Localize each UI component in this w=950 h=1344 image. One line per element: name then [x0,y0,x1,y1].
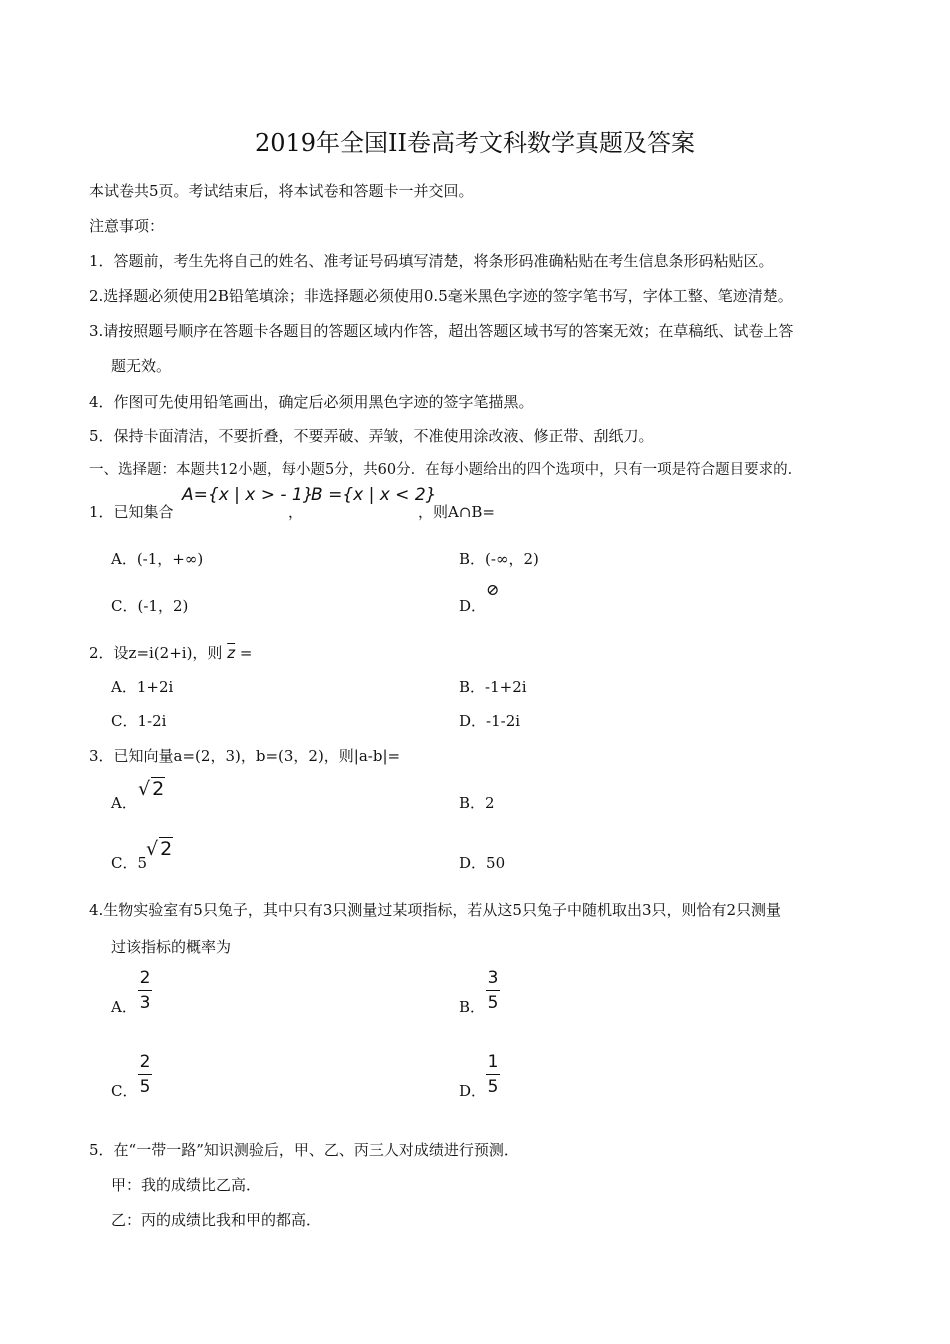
q4-option-c-num: 2 [139,1052,151,1072]
intro-text: 本试卷共5页。考试结束后，将本试卷和答题卡一并交回。 [89,182,474,200]
note-4: 4．作图可先使用铅笔画出，确定后必须用黑色字迹的签字笔描黑。 [89,393,534,411]
q3-stem: 3．已知向量a=(2，3)，b=(3，2)，则|a-b|= [89,747,401,765]
q4-option-c-den: 5 [139,1077,151,1097]
note-5: 5．保持卡面清洁，不要折叠，不要弄破、弄皱，不准使用涂改液、修正带、刮纸刀。 [89,427,654,445]
q5-yi: 乙：丙的成绩比我和甲的都高． [111,1211,322,1229]
section-heading: 一、选择题：本题共12小题，每小题5分，共60分．在每小题给出的四个选项中，只有一项是符合题目要求的． [89,462,803,478]
note-1: 1．答题前，考生先将自己的姓名、准考证号码填写清楚，将条形码准确粘贴在考生信息条形码粘贴区。 [89,252,774,270]
q1-option-d: D． [459,597,487,615]
q5-jia: 甲：我的成绩比乙高． [111,1176,262,1194]
page-title: 2019年全国II卷高考文科数学真题及答案 [254,129,696,157]
q2-option-c: C．1-2i [111,712,167,730]
q4-option-b-label: B． [459,998,486,1016]
note-3: 3.请按照题号顺序在答题卡各题目的答题区域内作答，超出答题区域书写的答案无效；在草稿纸、试卷上答 [89,322,794,340]
q1-option-c: C．(-1，2) [111,597,189,615]
q2-option-a: A．1+2i [111,678,174,696]
q4-stem-line2: 过该指标的概率为 [111,938,232,956]
q3-option-a-label: A． [111,794,137,812]
q4-option-b-den: 5 [487,993,499,1013]
q1-comma: ， [288,503,304,521]
note-2: 2.选择题必须使用2B铅笔填涂；非选择题必须使用0.5毫米黑色字迹的签字笔书写，字体工整、笔迹清楚。 [89,287,793,305]
q1-option-a: A．(-1，+∞) [111,550,204,568]
q4-option-b-num: 3 [487,968,499,988]
q2-stem-suffix: = [239,644,253,662]
q5-stem: 5．在“一带一路”知识测验后，甲、乙、丙三人对成绩进行预测． [89,1141,519,1159]
q2-option-b: B．-1+2i [459,678,527,696]
q3-option-c-radicand: 2 [160,838,173,860]
q3-option-a-radicand: 2 [152,778,165,800]
q4-option-d-den: 5 [487,1077,499,1097]
q2-stem-prefix: 2．设z=i(2+i)，则 [89,644,223,662]
q4-option-b-fraction [486,967,500,1014]
q1-stem-prefix: 1．已知集合 [89,503,174,521]
fraction-bar [486,990,500,991]
q3-option-c-sqrt: √ 2 [146,838,173,860]
q4-option-a-label: A． [111,998,137,1016]
q4-option-a-den: 3 [139,993,151,1013]
q4-option-c-label: C． [111,1082,138,1100]
fraction-bar [138,1074,152,1075]
q1-option-b: B．(-∞，2) [459,550,539,568]
notes-heading: 注意事项： [89,217,165,235]
q4-option-a-num: 2 [139,968,151,988]
fraction-bar [138,990,152,991]
q4-option-c-fraction [138,1051,152,1098]
note-3-continued: 题无效。 [111,357,172,375]
q4-stem-line1: 4.生物实验室有5只兔子，其中只有3只测量过某项指标，若从这5只兔子中随机取出3只，则恰有2只测量 [89,901,782,919]
q1-set-a: A={x | x > - 1} [182,485,314,505]
empty-set-icon: ⊘ [486,580,500,599]
q1-set-b: B ={x | x < 2} [311,485,437,505]
q3-option-d: D．50 [459,854,506,872]
q4-option-a-fraction [138,967,152,1014]
q2-option-d: D．-1-2i [459,712,521,730]
q3-option-c-label: C．5 [111,854,148,872]
q4-option-d-num: 1 [487,1052,499,1072]
q3-option-a-sqrt: √ 2 [138,778,165,800]
fraction-bar [486,1074,500,1075]
q3-option-b: B．2 [459,794,495,812]
q4-option-d-label: D． [459,1082,487,1100]
q2-conjugate-z: $\overline{z}$ [227,644,236,662]
q2-stem [89,643,252,663]
q4-option-d-fraction [486,1051,500,1098]
q1-stem-suffix: ，则A∩B= [418,503,495,521]
